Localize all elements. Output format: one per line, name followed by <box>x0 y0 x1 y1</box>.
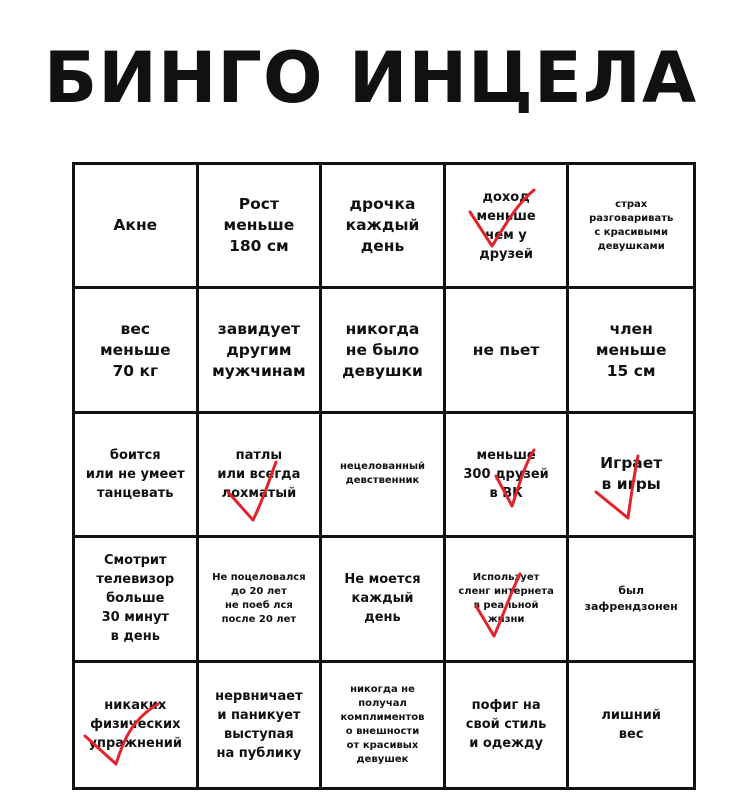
bingo-cell[interactable] <box>75 663 199 787</box>
bingo-cell-text: Не моется каждый день <box>344 572 421 626</box>
bingo-cell-text: Не поцеловался до 20 лет не поеб лся после 20 лет <box>212 571 306 625</box>
bingo-cell-text: Акне <box>113 216 158 235</box>
bingo-cell-text: Использует сленг интернета в реальной жизни <box>458 571 554 625</box>
bingo-cell-text: дрочка каждый день <box>345 195 420 256</box>
bingo-cell[interactable] <box>75 289 199 413</box>
bingo-cell[interactable] <box>322 414 446 538</box>
bingo-cell[interactable] <box>199 538 323 662</box>
bingo-cell-text: не пьет <box>472 340 540 359</box>
bingo-cell[interactable] <box>569 414 693 538</box>
bingo-cell[interactable] <box>446 538 570 662</box>
bingo-cell-text: пофиг на свой стиль и одежду <box>465 698 547 752</box>
bingo-cell-text: нервничает и паникует выступая на публику <box>215 688 303 761</box>
bingo-cell-text: вес меньше 70 кг <box>99 319 171 380</box>
bingo-cell-text: был зафрендзонен <box>584 583 678 613</box>
bingo-cell-text: Смотрит телевизор больше 30 минут в день <box>96 553 175 645</box>
bingo-cell[interactable] <box>199 663 323 787</box>
bingo-cell-text: меньше 300 друзей в ВК <box>463 447 549 501</box>
bingo-cell[interactable] <box>446 663 570 787</box>
bingo-cell[interactable] <box>75 414 199 538</box>
bingo-cell[interactable] <box>75 538 199 662</box>
bingo-cell-text: лишний вес <box>601 707 661 742</box>
bingo-cell[interactable] <box>322 663 446 787</box>
page-title: БИНГО ИНЦЕЛА <box>43 37 698 119</box>
bingo-cell[interactable] <box>446 165 570 289</box>
bingo-cell[interactable] <box>75 165 199 289</box>
bingo-cell[interactable] <box>446 414 570 538</box>
bingo-cell[interactable] <box>569 165 693 289</box>
bingo-cell-text: завидует другим мужчинам <box>212 319 306 380</box>
bingo-cell[interactable] <box>446 289 570 413</box>
bingo-cell[interactable] <box>199 165 323 289</box>
bingo-cell[interactable] <box>199 414 323 538</box>
bingo-cell-text: доход меньше чем у друзей <box>476 189 536 262</box>
bingo-cell-text: никогда не было девушки <box>342 319 423 380</box>
bingo-cell[interactable] <box>569 538 693 662</box>
bingo-cell[interactable] <box>322 165 446 289</box>
bingo-grid <box>72 162 696 790</box>
bingo-cell[interactable] <box>569 289 693 413</box>
bingo-cell[interactable] <box>322 289 446 413</box>
bingo-cell-text: патлы или всегда лохматый <box>217 447 301 501</box>
bingo-cell-text: никаких физических упражнений <box>88 698 183 752</box>
bingo-cell-text: никогда не получал комплиментов о внешности от красивых девушек <box>340 683 425 765</box>
bingo-cell[interactable] <box>569 663 693 787</box>
bingo-cell-text: Рост меньше 180 см <box>223 195 295 256</box>
bingo-cell[interactable] <box>322 538 446 662</box>
bingo-cell[interactable] <box>199 289 323 413</box>
bingo-cell-text: нецелованный девственник <box>339 461 425 487</box>
bingo-cell-text: член меньше 15 см <box>595 319 667 380</box>
bingo-cell-text: боится или не умеет танцевать <box>85 447 185 501</box>
bingo-cell-text: страх разговаривать с красивыми девушками <box>589 198 674 252</box>
bingo-cell-text: Играет в игры <box>600 454 663 494</box>
